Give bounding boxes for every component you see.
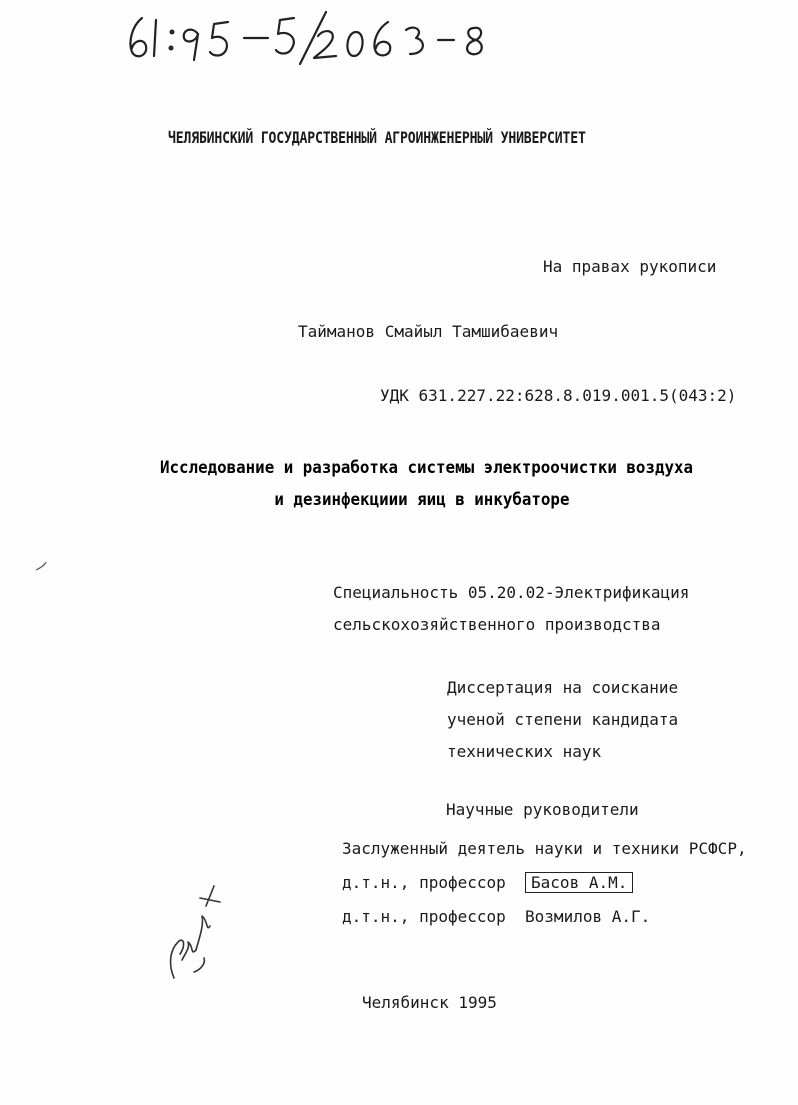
- margin-mark: [34, 560, 50, 574]
- supervisor-2-prefix: д.т.н., профессор: [342, 907, 506, 926]
- supervisors-heading: Научные руководители: [446, 800, 639, 819]
- author-name: Тайманов Смайыл Тамшибаевич: [298, 322, 559, 341]
- supervisor-1-line: [342, 866, 747, 900]
- supervisors-block: [342, 832, 747, 934]
- supervisor-1-prefix: д.т.н., профессор: [342, 873, 506, 892]
- university-name: ЧЕЛЯБИНСКИЙ ГОСУДАРСТВЕННЫЙ АГРОИНЖЕНЕРНЫЙ УНИВЕРСИТЕТ: [168, 128, 586, 147]
- specialty-line-2: сельскохозяйственного производства: [333, 615, 661, 634]
- dissertation-line-1: Диссертация на соискание: [447, 678, 679, 697]
- supervisor-2-line: [342, 900, 747, 934]
- supervisor-2-name: Возмилов А.Г.: [525, 907, 651, 926]
- dissertation-line-3: технических наук: [447, 742, 602, 761]
- thesis-title-line-1: Исследование и разработка системы электроочистки воздуха: [160, 458, 694, 478]
- supervisor-1-name: Басов А.М.: [525, 872, 633, 893]
- handwritten-archive-number: [120, 8, 500, 66]
- thesis-title-line-2: и дезинфекциии яиц в инкубаторе: [274, 490, 570, 510]
- city-year: Челябинск 1995: [362, 993, 497, 1012]
- manuscript-rights-note: На правах рукописи: [543, 257, 717, 276]
- udk-code: УДК 631.227.22:628.8.019.001.5(043:2): [380, 386, 737, 405]
- supervisor-honor-line: Заслуженный деятель науки и техники РСФСР,: [342, 839, 747, 858]
- dissertation-block: [447, 672, 678, 768]
- specialty-block: [333, 577, 689, 641]
- thesis-title: [160, 452, 693, 516]
- dissertation-line-2: ученой степени кандидата: [447, 710, 679, 729]
- specialty-line-1: Специальность 05.20.02-Электрификация: [333, 583, 690, 602]
- handwritten-signature: [160, 876, 230, 986]
